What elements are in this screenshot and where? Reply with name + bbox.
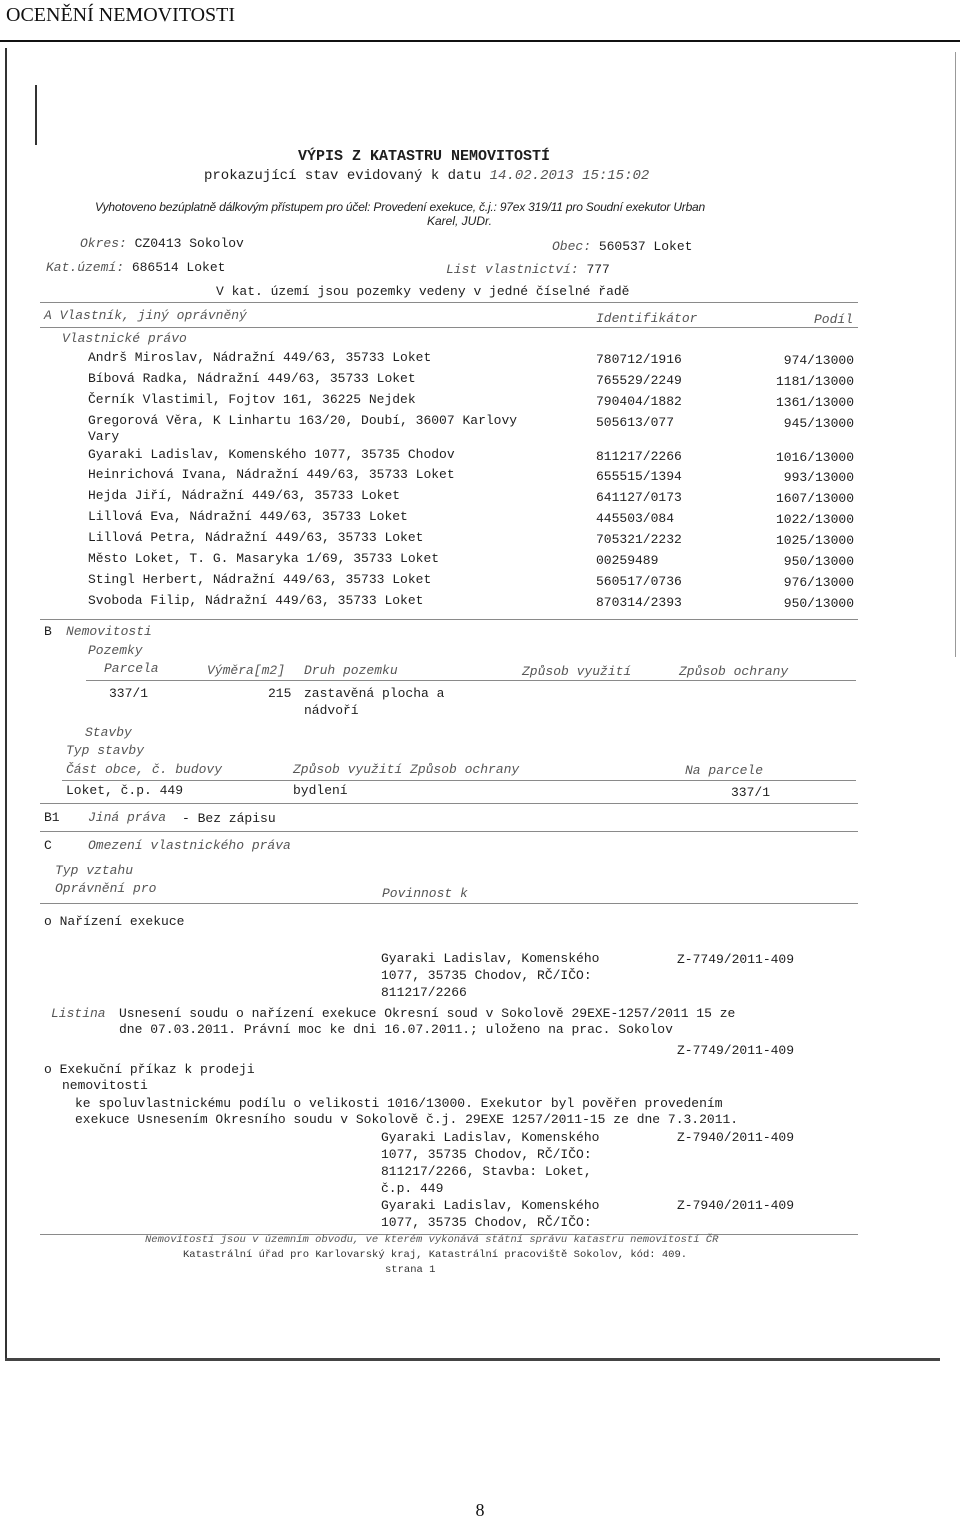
lv-label: List vlastnictví:: [446, 262, 579, 277]
purpose-line-1: Vyhotoveno bezúplatně dálkovým přístupem pro účel: Provedení exekuce, č.j.: 97ex 319/11 pro Soudní exekutor Urban: [95, 200, 706, 214]
col-ochrana: Způsob ochrany: [679, 664, 789, 679]
owner-id: 705321/2232: [596, 532, 682, 547]
parcel-area: 215: [268, 686, 292, 701]
purpose-line-2: Karel, JUDr.: [427, 214, 492, 228]
extract-subtitle: [204, 168, 649, 184]
section-b1-value: - Bez zápisu: [182, 811, 276, 826]
kat-label: Kat.území:: [46, 260, 125, 275]
building-header-rule: [62, 780, 856, 781]
subtitle-prefix: prokazující stav evidovaný k datu: [204, 168, 482, 184]
owner-id: 655515/1394: [596, 469, 682, 484]
owner-name: Stingl Herbert, Nádražní 449/63, 35733 Loket: [88, 572, 432, 587]
section-b-top-rule: [40, 619, 858, 620]
kat-value: 686514 Loket: [131, 260, 226, 275]
owner-id: 790404/1882: [596, 394, 682, 409]
owner-name: Černík Vlastimil, Fojtov 161, 36225 Nejdek: [88, 392, 416, 407]
building-location: Loket, č.p. 449: [66, 783, 184, 798]
scan-right-border: [955, 52, 956, 657]
section-c-top-rule: [40, 831, 858, 832]
footer-line-2: Katastrální úřad pro Karlovarský kraj, Katastrální pracoviště Sokolov, kód: 409.: [183, 1249, 688, 1261]
owner-name: Hejda Jiří, Nádražní 449/63, 35733 Loket: [88, 488, 401, 503]
cast-obce-label: Část obce, č. budovy: [66, 762, 223, 777]
section-c-letter: C: [44, 838, 52, 853]
encumbrance-2-party-2-line-1: Gyaraki Ladislav, Komenského: [381, 1198, 600, 1213]
okres-row: [80, 236, 244, 251]
typ-vztahu-label: Typ vztahu: [55, 863, 134, 878]
zpusob-vyuziti-ochrany-label: Způsob využití Způsob ochrany: [293, 762, 520, 777]
owner-share: 1361/13000: [775, 395, 854, 410]
owner-name: Lillová Eva, Nádražní 449/63, 35733 Loket: [88, 509, 408, 524]
scan-left-border: [5, 48, 7, 1360]
listina-line-2: dne 07.03.2011. Právní moc ke dni 16.07.2011.; uloženo na prac. Sokolov: [119, 1022, 673, 1037]
owner-id: 560517/0736: [596, 574, 682, 589]
owner-share: 945/13000: [783, 416, 854, 431]
encumbrance-2-title-line-2: nemovitosti: [62, 1078, 148, 1093]
encumbrance-2-party-1-line-2: 1077, 35735 Chodov, RČ/IČO:: [381, 1147, 592, 1162]
owner-share: 1022/13000: [775, 512, 854, 527]
okres-value: CZ0413 Sokolov: [134, 236, 244, 251]
owner-name: Gregorová Věra, K Linhartu 163/20, Doubí, 36007 Karlovy: [88, 413, 518, 428]
header-rule: [0, 40, 960, 42]
encumbrance-1-party-line-2: 1077, 35735 Chodov, RČ/IČO:: [381, 968, 592, 983]
page-number: 8: [475, 1500, 485, 1520]
encumbrance-2-reference-2: Z-7940/2011-409: [677, 1198, 795, 1213]
encumbrance-2-party-1-line-1: Gyaraki Ladislav, Komenského: [381, 1130, 600, 1145]
lv-row: [446, 262, 610, 277]
identifier-header: Identifikátor: [596, 311, 698, 326]
listina-line-1: Usnesení soudu o nařízení exekuce Okresní soud v Sokolově 29EXE-1257/2011 15 ze: [119, 1006, 736, 1021]
parcel-type-line-1: zastavěná plocha a: [304, 686, 445, 701]
owner-share: 950/13000: [783, 554, 854, 569]
owner-share: 1181/13000: [775, 374, 854, 389]
footer-page: strana 1: [385, 1264, 436, 1276]
section-c-header-rule: [40, 903, 858, 904]
ownership-subtitle: Vlastnické právo: [62, 331, 187, 346]
owner-share: 976/13000: [783, 575, 854, 590]
section-a-top-rule: [40, 302, 858, 303]
owner-name: Město Loket, T. G. Masaryka 1/69, 35733 Loket: [88, 551, 440, 566]
owner-id: 870314/2393: [596, 595, 682, 610]
building-parcel: 337/1: [731, 785, 771, 800]
owner-share: 974/13000: [783, 353, 854, 368]
section-c-title: Omezení vlastnického práva: [88, 838, 291, 853]
typ-stavby-label: Typ stavby: [66, 743, 145, 758]
share-header: Podíl: [814, 312, 854, 327]
parcel-header-rule: [86, 680, 856, 681]
section-a-letter: A: [44, 308, 52, 323]
okres-label: Okres:: [80, 236, 127, 251]
encumbrance-2-description-line-2: exekuce Usnesením Okresního soudu v Sokolově č.j. 29EXE 1257/2011-15 ze dne 7.3.2011.: [75, 1112, 739, 1127]
encumbrance-2-party-1-line-3: 811217/2266, Stavba: Loket,: [381, 1164, 592, 1179]
owner-id: 765529/2249: [596, 373, 682, 388]
obec-value: 560537 Loket: [598, 239, 693, 254]
owner-name: Bíbová Radka, Nádražní 449/63, 35733 Loket: [88, 371, 416, 386]
parcel-number: 337/1: [109, 686, 149, 701]
pozemky-label: Pozemky: [88, 643, 143, 658]
stavby-label: Stavby: [85, 725, 132, 740]
owner-id: 780712/1916: [596, 352, 682, 367]
encumbrance-2-description-line-1: ke spoluvlastnickému podílu o velikosti 1016/13000. Exekutor byl pověřen provedením: [75, 1096, 723, 1111]
povinnost-k-label: Povinnost k: [382, 886, 468, 901]
owner-share: 993/13000: [783, 470, 854, 485]
building-use: bydlení: [293, 783, 348, 798]
owner-share: 950/13000: [783, 596, 854, 611]
owner-name: Gyaraki Ladislav, Komenského 1077, 35735 Chodov: [88, 447, 455, 462]
owner-id: 641127/0173: [596, 490, 682, 505]
section-a-header-rule: [40, 327, 858, 328]
footer-line-1: Nemovitosti jsou v územním obvodu, ve kterém vykonává státní správu katastru nemovitostí ČR: [145, 1234, 719, 1246]
owner-id: 00259489: [596, 553, 659, 568]
owner-name-continued: Vary: [88, 429, 120, 444]
col-parcela: Parcela: [104, 661, 159, 676]
owner-name: Lillová Petra, Nádražní 449/63, 35733 Loket: [88, 530, 424, 545]
owner-id: 811217/2266: [596, 449, 682, 464]
section-a-title: Vlastník, jiný oprávněný: [59, 308, 247, 323]
parcel-type-line-2: nádvoří: [304, 703, 359, 718]
encumbrance-1-reference: Z-7749/2011-409: [677, 952, 795, 967]
subtitle-date: 14.02.2013 15:15:02: [489, 168, 650, 184]
scan-mark: [35, 85, 37, 145]
owner-share: 1016/13000: [775, 450, 854, 465]
series-note: V kat. území jsou pozemky vedeny v jedné číselné řadě: [216, 284, 630, 299]
listina-label: Listina: [51, 1006, 106, 1021]
owner-share: 1607/13000: [775, 491, 854, 506]
owner-id: 445503/084: [596, 511, 675, 526]
encumbrance-2-party-2-line-2: 1077, 35735 Chodov, RČ/IČO:: [381, 1215, 592, 1230]
section-b-letter: B: [44, 624, 52, 639]
encumbrance-1-party-line-1: Gyaraki Ladislav, Komenského: [381, 951, 600, 966]
col-vyuziti: Způsob využití: [522, 664, 632, 679]
kat-row: [46, 260, 225, 275]
col-druh: Druh pozemku: [304, 663, 398, 678]
owner-name: Heinrichová Ivana, Nádražní 449/63, 35733 Loket: [88, 467, 455, 482]
lv-value: 777: [586, 262, 610, 277]
opravneni-pro-label: Oprávnění pro: [55, 881, 157, 896]
document-header-title: OCENĚNÍ NEMOVITOSTI: [6, 4, 236, 26]
owner-name: Andrš Miroslav, Nádražní 449/63, 35733 Loket: [88, 350, 432, 365]
extract-title: VÝPIS Z KATASTRU NEMOVITOSTÍ: [298, 148, 551, 165]
section-b1-title: Jiná práva: [88, 810, 167, 825]
encumbrance-2-title-line-1: o Exekuční příkaz k prodeji: [44, 1062, 255, 1077]
encumbrance-1-title: o Nařízení exekuce: [44, 914, 185, 929]
encumbrance-2-reference-1: Z-7940/2011-409: [677, 1130, 795, 1145]
section-a-header: [44, 308, 247, 323]
section-b-title: Nemovitosti: [66, 624, 152, 639]
encumbrance-2-party-1-line-4: č.p. 449: [381, 1181, 444, 1196]
owner-name: Svoboda Filip, Nádražní 449/63, 35733 Loket: [88, 593, 424, 608]
section-b1-letter: B1: [44, 810, 60, 825]
encumbrance-1-party-line-3: 811217/2266: [381, 985, 467, 1000]
owner-id: 505613/077: [596, 415, 675, 430]
na-parcele-label: Na parcele: [685, 763, 764, 778]
obec-row: [552, 239, 692, 254]
scan-bottom-border: [5, 1358, 940, 1361]
owner-share: 1025/13000: [775, 533, 854, 548]
listina-reference: Z-7749/2011-409: [677, 1043, 795, 1058]
section-b1-top-rule: [40, 803, 858, 804]
obec-label: Obec:: [552, 239, 592, 254]
col-vymera: Výměra[m2]: [207, 663, 286, 678]
